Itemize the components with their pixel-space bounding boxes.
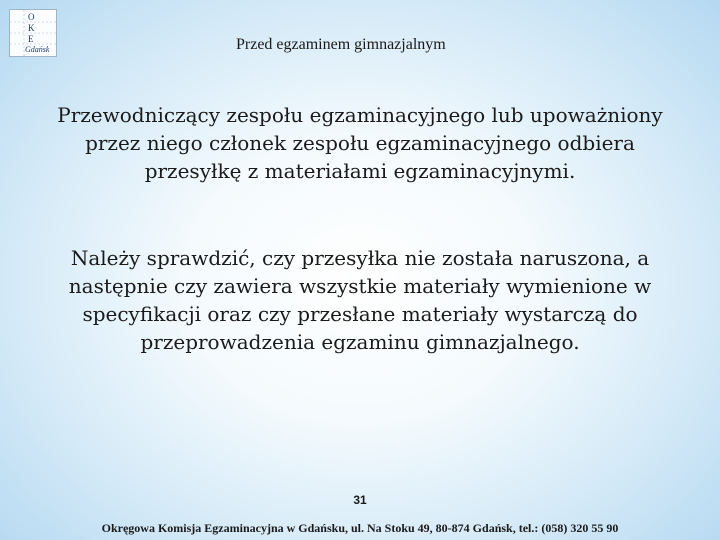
logo-letter-o: O [28,12,35,22]
logo-letter-k: K [28,23,35,33]
logo-letter-e: E [28,34,34,44]
footer-address: Okręgowa Komisja Egzaminacyjna w Gdańsku, ul. Na Stoku 49, 80-874 Gdańsk, tel.: (058) 320 55 90 [101,521,619,535]
page-number: 31 [353,493,367,507]
oke-logo [9,9,57,57]
page-title: Przed egzaminem gimnazjalnym [236,36,446,53]
logo-city: Gdańsk [25,45,50,54]
paragraph-checking: Należy sprawdzić, czy przesyłka nie została naruszona, a następnie czy zawiera wszystkie materiały wymienione w specyfikacji oraz czy przesłane materiały wystarczą do przeprowadzenia egzaminu gimnazjalnego. [68,246,652,354]
paragraph-receiving: Przewodniczący zespołu egzaminacyjnego lub upoważniony przez niego członek zespołu egzaminacyjnego odbiera przesyłkę z materiałami egzaminacyjnymi. [57,103,663,183]
